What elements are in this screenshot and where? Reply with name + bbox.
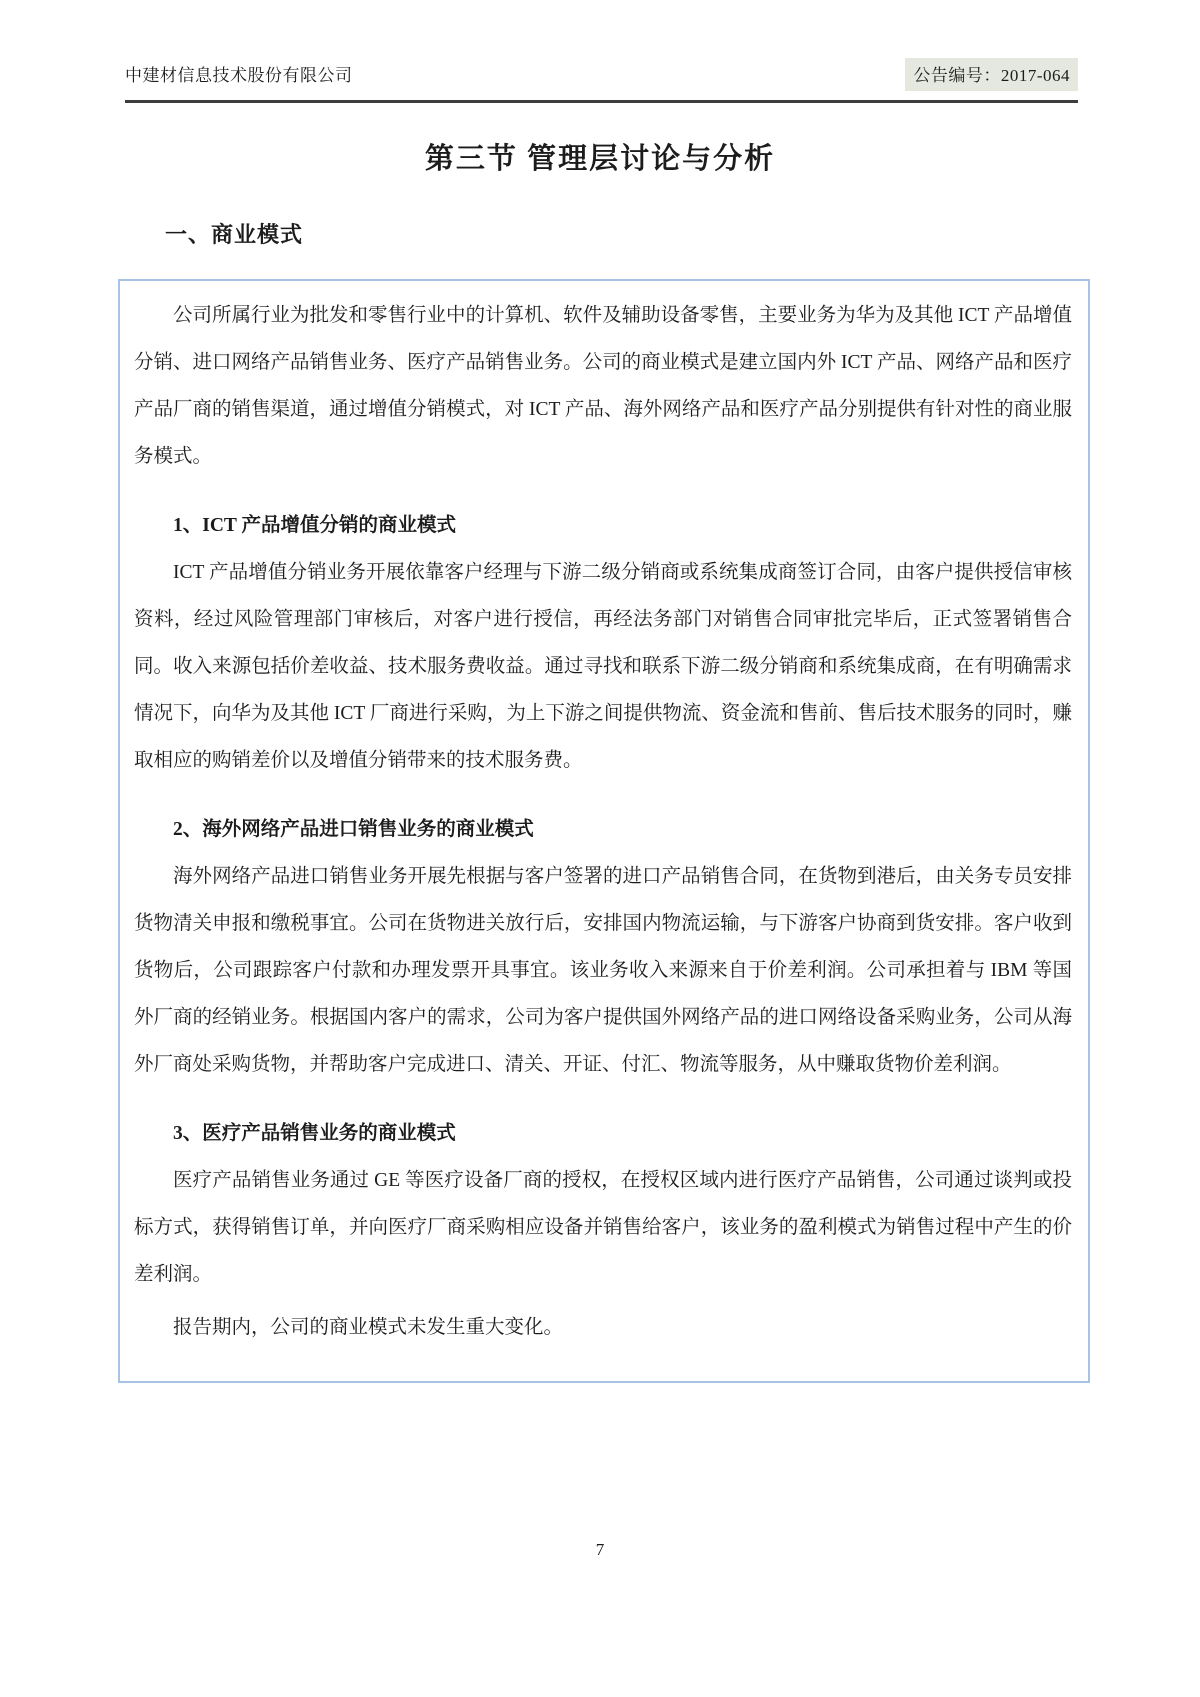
subsection-heading-medical: 3、医疗产品销售业务的商业模式 xyxy=(173,1123,456,1144)
announcement-badge xyxy=(905,58,1078,91)
page-number: 7 xyxy=(595,1540,605,1559)
page-header xyxy=(125,58,1078,91)
announcement-number: 2017-064 xyxy=(1000,66,1070,85)
paragraph-medical-sales: 医疗产品销售业务通过 GE 等医疗设备厂商的授权，在授权区域内进行医疗产品销售，公司通过谈判或投标方式，获得销售订单，并向医疗厂商采购相应设备并销售给客户，该业务的盈利模式为销售过程中产生的价差利润。 xyxy=(134,1170,1072,1285)
page-title: 第三节 管理层讨论与分析 xyxy=(424,143,776,175)
paragraph-ict-distribution: ICT 产品增值分销业务开展依靠客户经理与下游二级分销商或系统集成商签订合同，由客户提供授信审核资料，经过风险管理部门审核后，对客户进行授信，再经法务部门对销售合同审批完毕后，正式签署销售合同。收入来源包括价差收益、技术服务费收益。通过寻找和联系下游二级分销商和系统集成商，在有明确需求情况下，向华为及其他 ICT 厂商进行采购，为上下游之间提供物流、资金流和售前、售后技术服务的同时，赚取相应的购销差价以及增值分销带来的技术服务费。 xyxy=(134,562,1072,771)
subsection-heading-overseas: 2、海外网络产品进口销售业务的商业模式 xyxy=(173,819,534,840)
subsection-heading-ict: 1、ICT 产品增值分销的商业模式 xyxy=(173,515,456,536)
header-divider xyxy=(125,100,1078,103)
content-box xyxy=(118,279,1090,1383)
announcement-label: 公告编号： xyxy=(913,66,1001,85)
section-heading: 一、商业模式 xyxy=(165,222,304,247)
paragraph-report-period: 报告期内，公司的商业模式未发生重大变化。 xyxy=(173,1317,564,1338)
paragraph-business-overview: 公司所属行业为批发和零售行业中的计算机、软件及辅助设备零售，主要业务为华为及其他 ICT 产品增值分销、进口网络产品销售业务、医疗产品销售业务。公司的商业模式是建立国内外 ICT 产品、网络产品和医疗产品厂商的销售渠道，通过增值分销模式，对 ICT 产品、海外网络产品和医疗产品分别提供有针对性的商业服务模式。 xyxy=(134,305,1072,467)
paragraph-overseas-import: 海外网络产品进口销售业务开展先根据与客户签署的进口产品销售合同，在货物到港后，由关务专员安排货物清关申报和缴税事宜。公司在货物进关放行后，安排国内物流运输，与下游客户协商到货安排。客户收到货物后，公司跟踪客户付款和办理发票开具事宜。该业务收入来源来自于价差利润。公司承担着与 IBM 等国外厂商的经销业务。根据国内客户的需求，公司为客户提供国外网络产品的进口网络设备采购业务，公司从海外厂商处采购货物，并帮助客户完成进口、清关、开证、付汇、物流等服务，从中赚取货物价差利润。 xyxy=(134,866,1072,1075)
company-name: 中建材信息技术股份有限公司 xyxy=(125,66,353,85)
